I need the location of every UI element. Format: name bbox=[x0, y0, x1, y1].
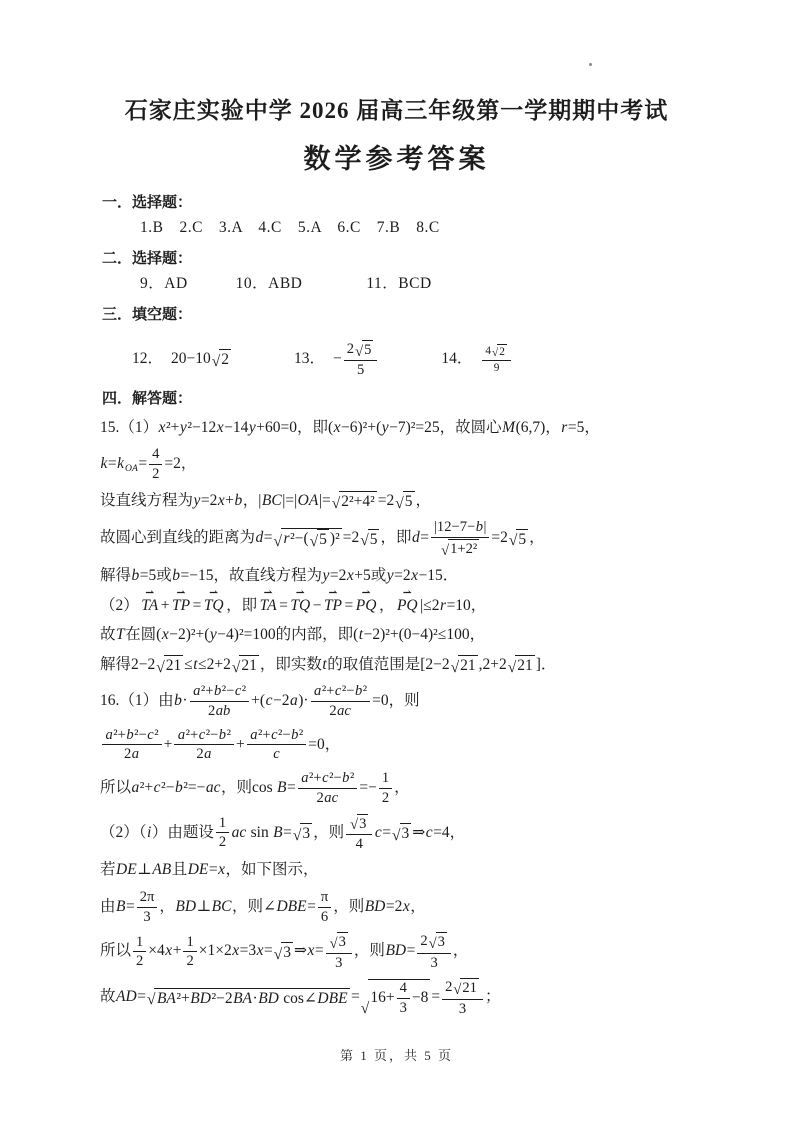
section-heading: 三．填空题： bbox=[102, 306, 193, 324]
solution-line: （2） TA ⇀ + TP ⇀ = TQ ⇀ ，即 TA ⇀ = TQ ⇀ − TP ⇀ = PQ ⇀ ， PQ ⇀ |≤2r=10， bbox=[100, 595, 703, 617]
fillin-row bbox=[132, 340, 703, 379]
section-heading: 二．选择题： bbox=[102, 250, 193, 268]
solution-line: （2）（i）由题设 $\frac{1}{2}$ ac sin B= √ 3 ，则 √ 3 4 c= √ 3 ⇒c=4， bbox=[100, 814, 466, 852]
scan-artifact-dot bbox=[589, 63, 592, 66]
answer-line: 1.B 2.C 3.A 4.C 5.A 6.C 7.B 8.C bbox=[140, 218, 440, 236]
fillin-answer: 14． 4 √ 2 9 bbox=[441, 344, 512, 375]
solution-line: 设直线方程为y=2x+b，|BC|=|OA|= √ 2²+4² =2 √ 5 ， bbox=[100, 491, 432, 512]
solution-line: $\frac{\text{a²+b²−c²}}{2a}$ + $\frac{\text{a²+c²−b²}}{2a}$ + $\frac{\text{a²+c²−b²}}{c}$ =0， bbox=[100, 727, 703, 763]
answer-key-title: 数学参考答案 bbox=[303, 144, 490, 174]
solution-line: 由B= $\frac{2\pi}{3}$ ，BD⊥BC，则∠DBE= $\frac{\pi}{6}$ ，则BD=2x， bbox=[100, 888, 426, 925]
solution-line: 故圆心到直线的距离为d= √ r²−( √ 5 )² =2 √ 5 ，即d= |12−7−b| √ 1+2² =2 √ 5 ， bbox=[100, 519, 545, 559]
exam-title: 石家庄实验中学 2026 届高三年级第一学期期中考试 bbox=[124, 98, 669, 123]
solution-line: 若DE⊥AB且DE=x，如下图示， bbox=[100, 861, 319, 879]
fillin-answer: 13． − 2 √ 5 5 bbox=[294, 340, 379, 379]
page-footer: 第 1 页，共 5 页 bbox=[339, 1048, 453, 1063]
solution-line: 16.（1）由b· $\frac{\text{a²+b²−c²}}{2ab}$ +(c−2a)· $\frac{\text{a²+c²−b²}}{2ac}$ =0，则 bbox=[100, 683, 420, 719]
section-heading: 一．选择题： bbox=[102, 194, 193, 211]
solution-line: 15.（1）x²+y²−12x−14y+60=0，即(x−6)²+(y−7)²=25，故圆心M(6,7)，r=5， bbox=[100, 418, 600, 436]
solution-line: 所以a²+c²−b²=−ac，则cos B= $\frac{\text{a²+c²−b²}}{2ac}$ =− $\frac{1}{2}$ ， bbox=[100, 770, 410, 806]
section-heading: 四．解答题： bbox=[102, 390, 193, 408]
solution-line: 解得b=5或b=−15，故直线方程为y=2x+5或y=2x−15． bbox=[100, 567, 459, 585]
solution-line: 所以 $\frac{1}{2}$ ×4x+ $\frac{1}{2}$ ×1×2x=3x= √ 3 ⇒x= √ 3 3 ，则BD= 2 √ 3 3 ， bbox=[100, 933, 469, 971]
fillin-answer: 12． 20−10 √ 2 bbox=[132, 350, 230, 371]
solution-line: 故AD= √ BA²+BD²−2BA·BD cos∠DBE = √ 16+ $\frac{4}{3}$ −8 = 2 √ 21 3 ； bbox=[100, 979, 501, 1018]
solution-line: 解得2−2 √ 21 ≤t≤2+2 √ 21 ，即实数t的取值范围是[2−2 √ 21 ,2+2 √ 21 ]． bbox=[100, 655, 557, 676]
answer-content bbox=[100, 192, 703, 1017]
solution-line: $k=k_{OA}=$ $\frac{4}{2}$ =2， bbox=[100, 446, 197, 483]
answer-line: 9．AD 10．ABD 11．BCD bbox=[140, 274, 432, 292]
solution-line: 故T在圆(x−2)²+(y−4)²=100的内部，即(t−2)²+(0−4)²≤100， bbox=[100, 626, 486, 644]
